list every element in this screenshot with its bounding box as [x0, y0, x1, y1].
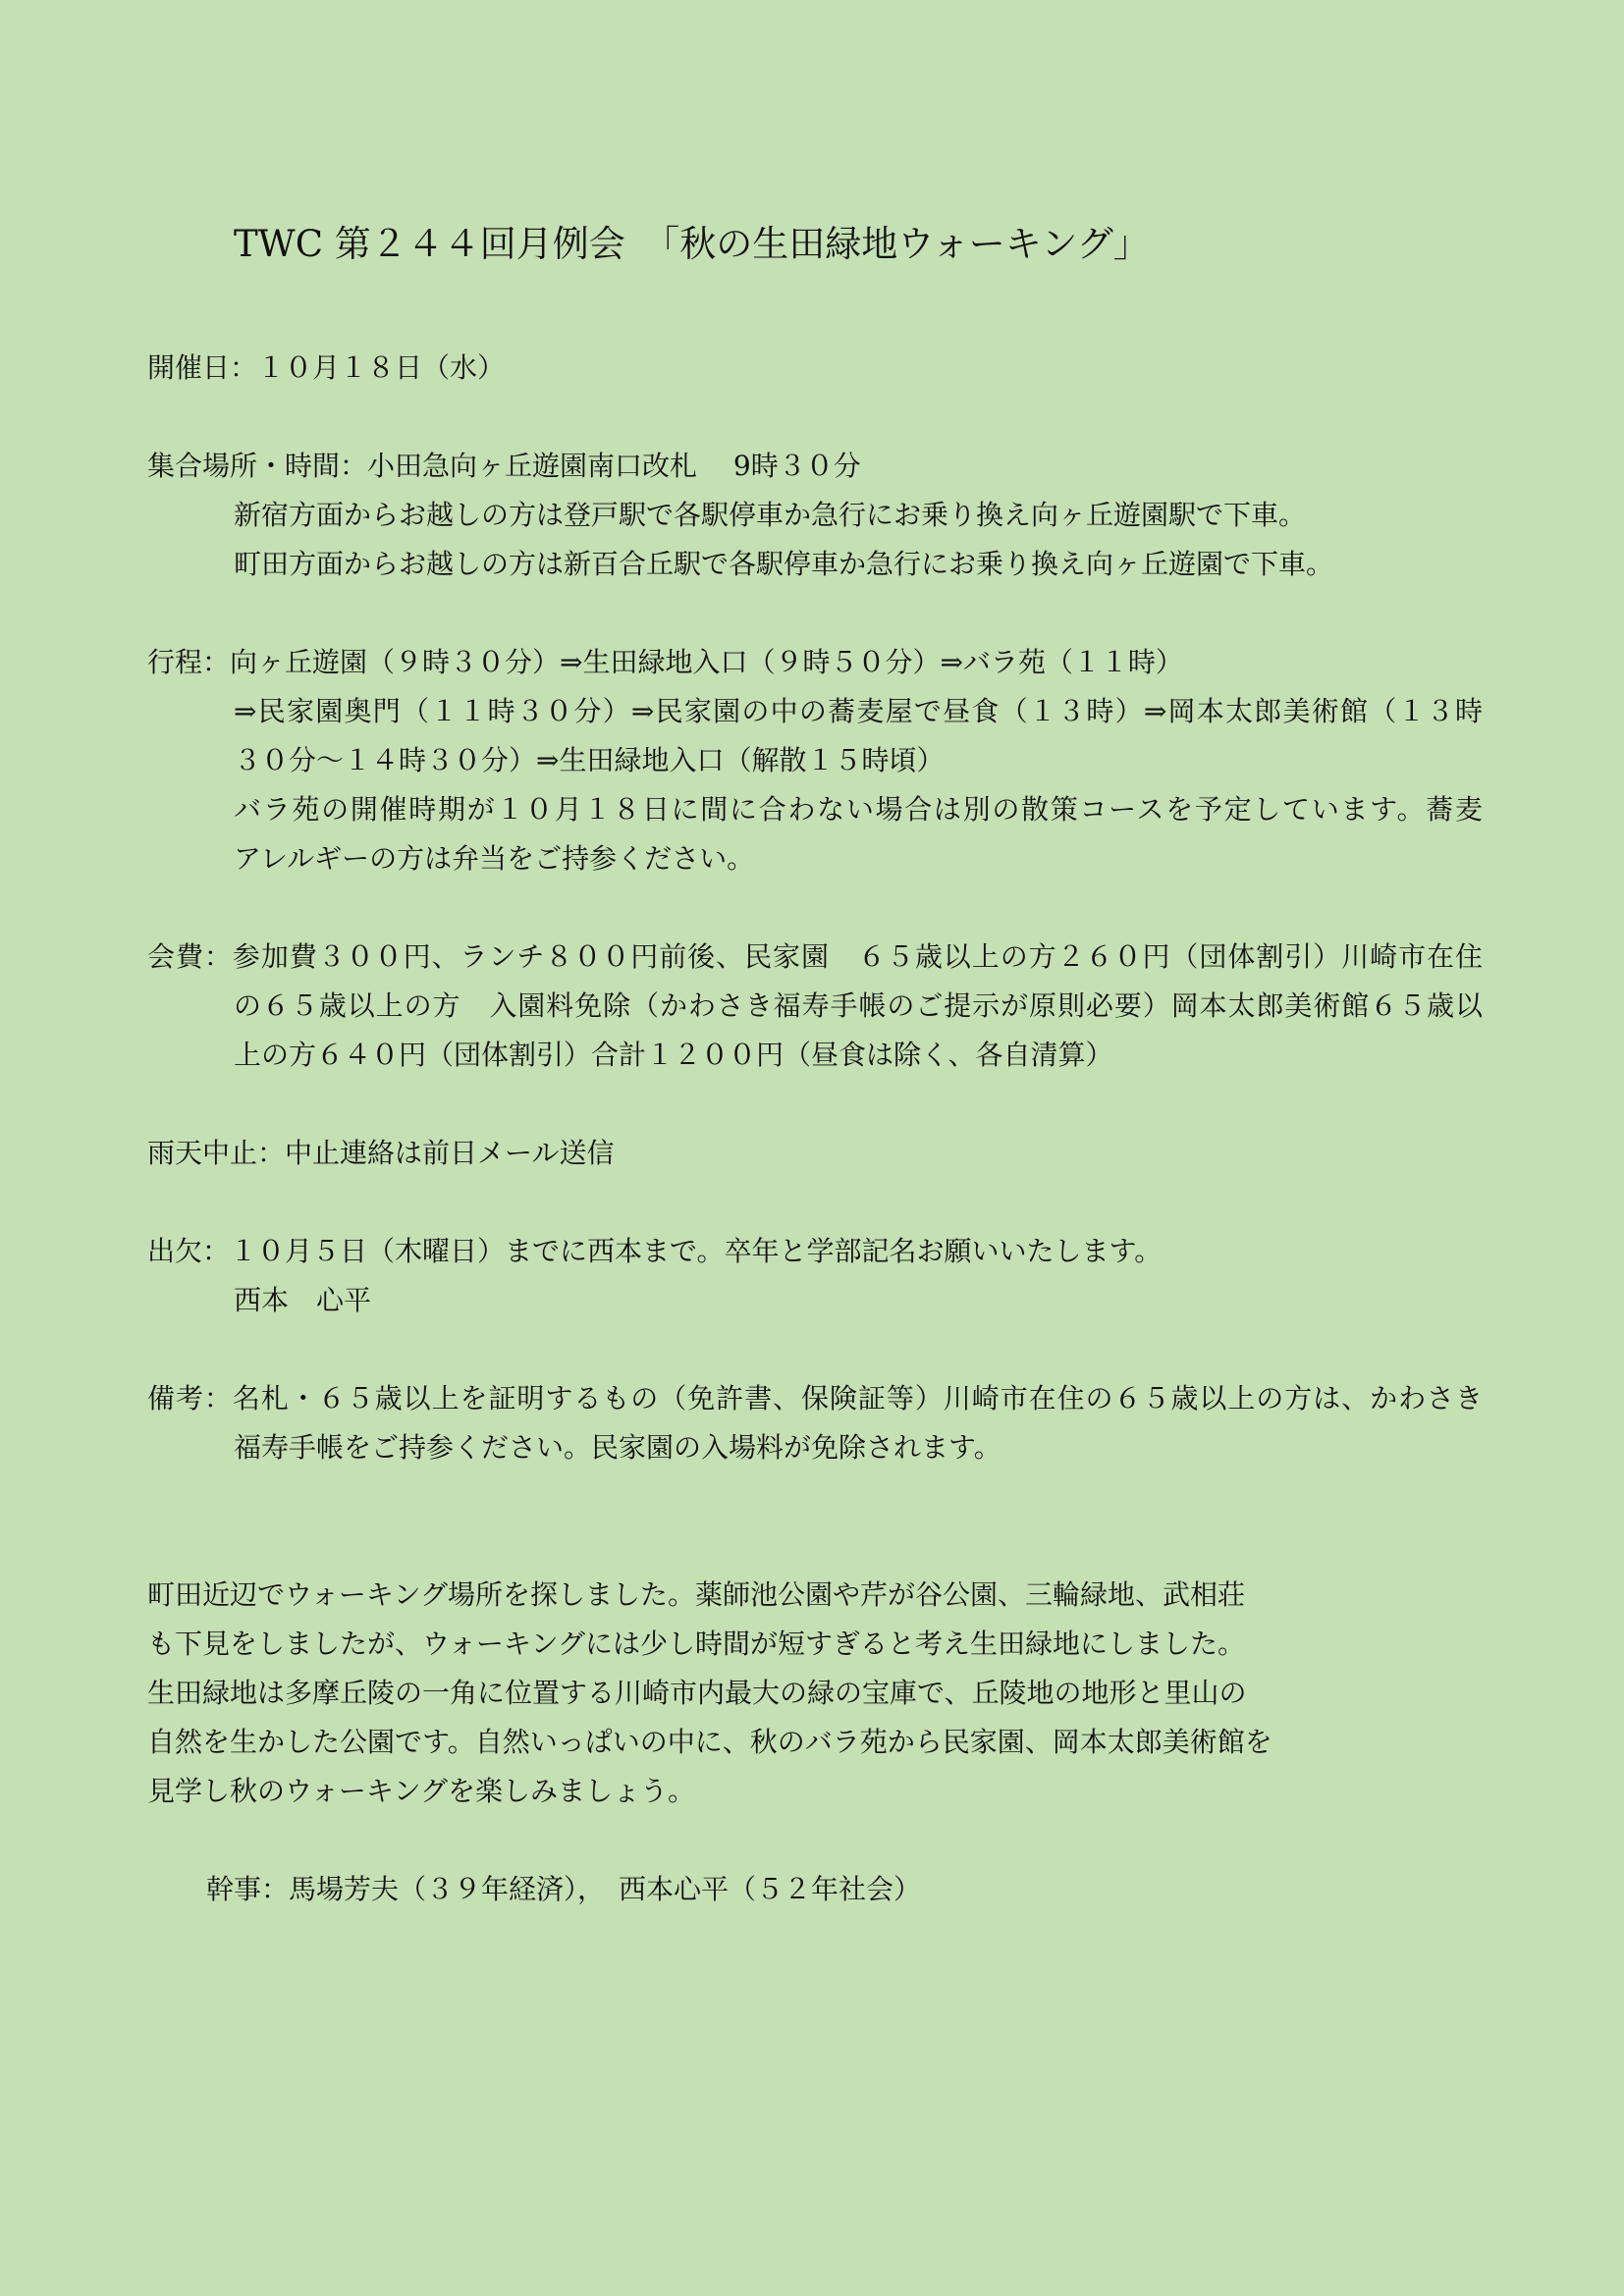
itinerary-line: 行程：向ヶ丘遊園（９時３０分）⇒生田緑地入口（９時５０分）⇒バラ苑（１１時） [147, 646, 1183, 678]
attendance-contact: 西本 心平 [234, 1284, 372, 1316]
itinerary-line: ３０分～１４時３０分）⇒生田緑地入口（解散１５時頃） [234, 744, 945, 776]
event-date: 開催日：１０月１８日（水） [147, 351, 506, 384]
attendance-deadline: 出欠：１０月５日（木曜日）までに西本まで。卒年と学部記名お願いいたします。 [147, 1235, 1163, 1267]
meeting-place-time: 集合場所・時間：小田急向ヶ丘遊園南口改札 9時３０分 [147, 450, 861, 482]
intro-line: 生田緑地は多摩丘陵の一角に位置する川崎市内最大の緑の宝庫で、丘陵地の地形と里山の [147, 1677, 1247, 1709]
itinerary-note: バラ苑の開催時期が１０月１８日に間に合わない場合は別の散策コースを予定しています。蕎麦 [234, 793, 1483, 826]
intro-line: 自然を生かした公園です。自然いっぱいの中に、秋のバラ苑から民家園、岡本太郎美術館を [147, 1726, 1272, 1758]
fee-line: 上の方６４０円（団体割引）合計１２００円（昼食は除く、各自清算） [234, 1039, 1113, 1071]
intro-line: 町田近辺でウォーキング場所を探しました。薬師池公園や芹が谷公園、三輪緑地、武相荘 [147, 1578, 1246, 1611]
itinerary-line: ⇒民家園奥門（１１時３０分）⇒民家園の中の蕎麦屋で昼食（１３時）⇒岡本太郎美術館（１３時 [234, 695, 1483, 727]
fee-line: 会費：参加費３００円、ランチ８００円前後、民家園 ６５歳以上の方２６０円（団体割引）川崎市在住 [147, 940, 1483, 973]
intro-line: 見学し秋のウォーキングを楽しみましょう。 [147, 1775, 696, 1807]
organizer-line: 幹事：馬場芳夫（３９年経済）， 西本心平（５２年社会） [206, 1873, 922, 1905]
fee-line: の６５歳以上の方 入園料免除（かわさき福寿手帳のご提示が原則必要）岡本太郎美術館６５歳以 [234, 989, 1483, 1022]
rain-policy: 雨天中止：中止連絡は前日メール送信 [147, 1137, 615, 1169]
meeting-route-shinjuku: 新宿方面からお越しの方は登戸駅で各駅停車か急行にお乗り換え向ヶ丘遊園駅で下車。 [234, 499, 1307, 531]
intro-line: も下見をしましたが、ウォーキングには少し時間が短すぎると考え生田緑地にしました。 [147, 1628, 1246, 1660]
notes-line: 福寿手帳をご持参ください。民家園の入場料が免除されます。 [234, 1431, 1001, 1464]
itinerary-note: アレルギーの方は弁当をご持参ください。 [234, 842, 755, 875]
notes-line: 備考：名札・６５歳以上を証明するもの（免許書、保険証等）川崎市在住の６５歳以上の方は、かわさき [147, 1382, 1483, 1415]
page-title: TWC 第２４４回月例会 「秋の生田緑地ウォーキング」 [234, 223, 1150, 265]
meeting-route-machida: 町田方面からお越しの方は新百合丘駅で各駅停車か急行にお乗り換え向ヶ丘遊園で下車。 [234, 548, 1334, 580]
